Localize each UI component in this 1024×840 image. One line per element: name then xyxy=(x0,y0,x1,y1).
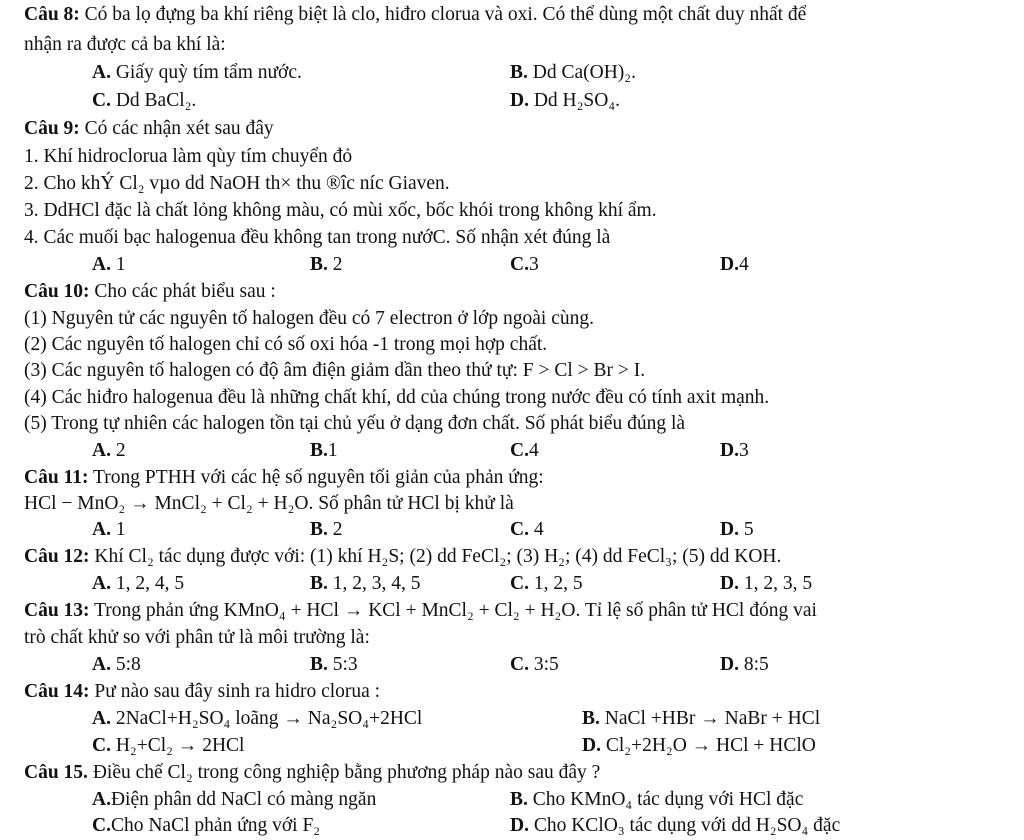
question-text: Cho các phát biểu sau : xyxy=(89,281,276,302)
statement-4: 4. Các muối bạc halogenua đều không tan trong nướC. Số nhận xét đúng là xyxy=(24,227,611,248)
question-9 xyxy=(24,116,274,142)
statement-4: (4) Các hiđro halogenua đều là những chất khí, dd của chúng trong nước đều có tính axit mạnh. xyxy=(24,387,770,408)
question-text-cont: nhận ra được cả ba khí là: xyxy=(24,34,226,55)
question-text: Có các nhận xét sau đây xyxy=(79,118,274,139)
option-d: D. 5 xyxy=(720,519,754,540)
question-text: Trong phản ứng KMnO₄ + HCl → KCl + MnCl₂ + Cl₂ + H₂O. Tỉ lệ số phân tử HCl đóng vai xyxy=(89,600,817,621)
option-a: A. 1, 2, 4, 5 xyxy=(92,573,185,594)
option-b: B.1 xyxy=(310,440,338,461)
option-b: B. NaCl +HBr → NaBr + HCl xyxy=(582,708,821,729)
option-a: A. 2 xyxy=(92,440,126,461)
option-c: C. H₂+Cl₂ → 2HCl xyxy=(92,735,245,756)
option-b: B. 1, 2, 3, 4, 5 xyxy=(310,573,421,594)
option-d: D. Cho KClO₃ tác dụng với dd H₂SO₄ đặc xyxy=(510,815,841,836)
option-a: A.Điện phân dd NaCl có màng ngăn xyxy=(92,789,377,810)
statement-3: 3. DdHCl đặc là chất lỏng không màu, có mùi xốc, bốc khói trong không khí ẩm. xyxy=(24,200,657,221)
option-a: A. Giấy quỳ tím tẩm nước. xyxy=(92,62,302,83)
question-11 xyxy=(24,465,544,491)
question-heading: Câu 10: xyxy=(24,281,90,302)
option-d: D. Cl₂+2H₂O → HCl + HClO xyxy=(582,735,816,756)
option-c: C.3 xyxy=(510,254,539,275)
question-text: Có ba lọ đựng ba khí riêng biệt là clo, hiđro clorua và oxi. Có thể dùng một chất duy nhất để xyxy=(79,4,807,25)
question-12 xyxy=(24,544,781,570)
option-a: A. 1 xyxy=(92,519,126,540)
question-text: Khí Cl₂ tác dụng được với: (1) khí H₂S; (2) dd FeCl₂; (3) H₂; (4) dd FeCl₃; (5) dd KOH. xyxy=(89,546,782,567)
option-a: A. 5:8 xyxy=(92,654,141,675)
question-10 xyxy=(24,279,276,305)
option-d: D.4 xyxy=(720,254,749,275)
option-b: B. 2 xyxy=(310,254,343,275)
option-c: C. 1, 2, 5 xyxy=(510,573,583,594)
statement-1: (1) Nguyên tử các nguyên tố halogen đều có 7 electron ở lớp ngoài cùng. xyxy=(24,308,594,329)
question-text-cont: HCl − MnO₂ → MnCl₂ + Cl₂ + H₂O. Số phân tử HCl bị khử là xyxy=(24,493,514,514)
question-15 xyxy=(24,760,600,786)
question-heading: Câu 13: xyxy=(24,600,90,621)
statement-2: (2) Các nguyên tố halogen chỉ có số oxi hóa -1 trong mọi hợp chất. xyxy=(24,334,548,355)
option-a: A. 2NaCl+H₂SO₄ loãng → Na₂SO₄+2HCl xyxy=(92,708,423,729)
question-heading: Câu 11: xyxy=(24,467,89,488)
question-text: Trong PTHH với các hệ số nguyên tối giản của phản ứng: xyxy=(88,467,544,488)
statement-1: 1. Khí hidroclorua làm qùy tím chuyển đỏ xyxy=(24,146,353,167)
option-d: D. 1, 2, 3, 5 xyxy=(720,573,813,594)
option-d: D.3 xyxy=(720,440,749,461)
statement-3: (3) Các nguyên tố halogen có độ âm điện giảm dần theo thứ tự: F > Cl > Br > I. xyxy=(24,360,646,381)
question-heading: Câu 9: xyxy=(24,118,80,139)
question-8 xyxy=(24,2,806,28)
question-text: Pư nào sau đây sinh ra hidro clorua : xyxy=(89,681,381,702)
statement-2: 2. Cho khÝ Cl₂ vµo dd NaOH th× thu ®îc níc Giaven. xyxy=(24,173,450,194)
option-c: C. 4 xyxy=(510,519,544,540)
option-c: C. 3:5 xyxy=(510,654,559,675)
option-b: B. 2 xyxy=(310,519,343,540)
option-b: B. 5:3 xyxy=(310,654,358,675)
statement-5: (5) Trong tự nhiên các halogen tồn tại chủ yếu ở dạng đơn chất. Số phát biểu đúng là xyxy=(24,413,686,434)
option-d: D. 8:5 xyxy=(720,654,769,675)
option-c: C.Cho NaCl phản ứng với F₂ xyxy=(92,815,321,836)
question-13 xyxy=(24,598,817,624)
option-b: B. Dd Ca(OH)₂. xyxy=(510,62,636,83)
question-heading: Câu 14: xyxy=(24,681,90,702)
question-heading: Câu 12: xyxy=(24,546,90,567)
question-text-cont: trò chất khử so với phân tử là môi trường là: xyxy=(24,627,370,648)
option-c: C.4 xyxy=(510,440,539,461)
question-heading: Câu 15. xyxy=(24,762,88,783)
option-c: C. Dd BaCl₂. xyxy=(92,90,197,111)
option-b: B. Cho KMnO₄ tác dụng với HCl đặc xyxy=(510,789,804,810)
option-a: A. 1 xyxy=(92,254,126,275)
question-heading: Câu 8: xyxy=(24,4,80,25)
question-14 xyxy=(24,679,380,705)
option-d: D. Dd H₂SO₄. xyxy=(510,90,621,111)
question-text: Điều chế Cl₂ trong công nghiệp bằng phương pháp nào sau đây ? xyxy=(87,762,601,783)
